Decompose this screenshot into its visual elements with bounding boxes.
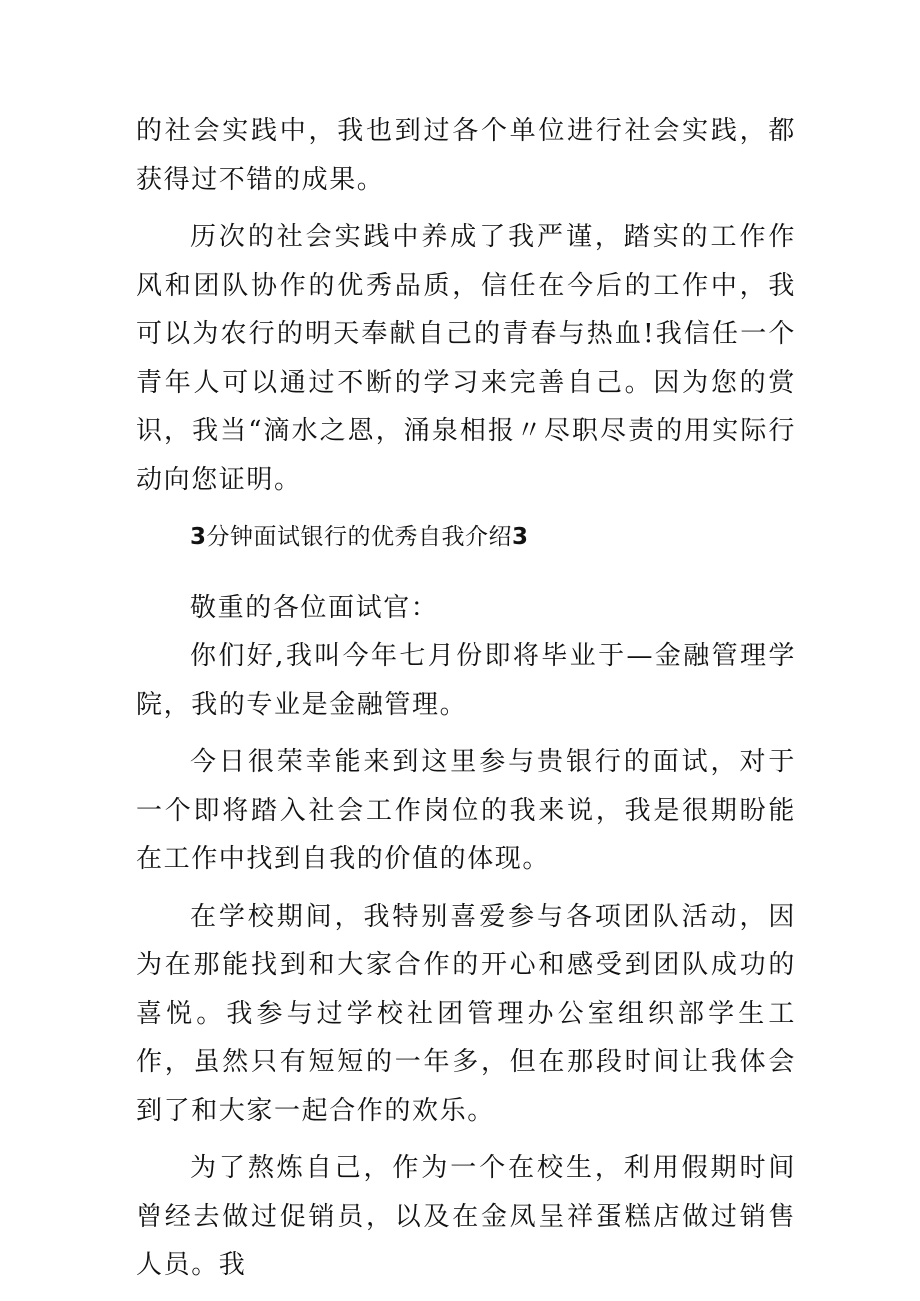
heading-title: 分钟面试银行的优秀自我介绍 [206, 524, 513, 550]
paragraph-work-experience: 为了熬炼自己，作为一个在校生，利用假期时间曾经去做过促销员，以及在金凤呈祥蛋糕店做过销售人员。我 [136, 1153, 796, 1280]
paragraph-greeting: 你们好,我叫今年七月份即将毕业于—金融管理学院，我的专业是金融管理。 [136, 641, 796, 720]
salutation: 敬重的各位面试官： [190, 592, 439, 623]
heading-number-prefix: 3 [190, 524, 207, 550]
document-body [136, 107, 796, 1299]
heading-number-suffix: 3 [512, 524, 529, 550]
paragraph-interview: 今日很荣幸能来到这里参与贵银行的面试，对于一个即将踏入社会工作岗位的我来说，我是很期盼能在工作中找到自我的价值的体现。 [136, 747, 796, 874]
paragraph-practice-summary: 历次的社会实践中养成了我严谨，踏实的工作作风和团队协作的优秀品质，信任在今后的工作中，我可以为农行的明天奉献自己的青春与热血!我信任一个青年人可以通过不断的学习来完善自己。因为您的赏识，我当“滴水之恩，涌泉相报〃尽职尽责的用实际行动向您证明。 [136, 222, 796, 495]
paragraph-continuation: 的社会实践中，我也到过各个单位进行社会实践，都获得过不错的成果。 [136, 116, 796, 195]
paragraph-school-activities: 在学校期间，我特别喜爱参与各项团队活动，因为在那能找到和大家合作的开心和感受到团队成功的喜悦。我参与过学校社团管理办公室组织部学生工作，虽然只有短短的一年多，但在那段时间让我体会到了和大家一起合作的欢乐。 [136, 901, 796, 1126]
section-heading [136, 513, 796, 562]
